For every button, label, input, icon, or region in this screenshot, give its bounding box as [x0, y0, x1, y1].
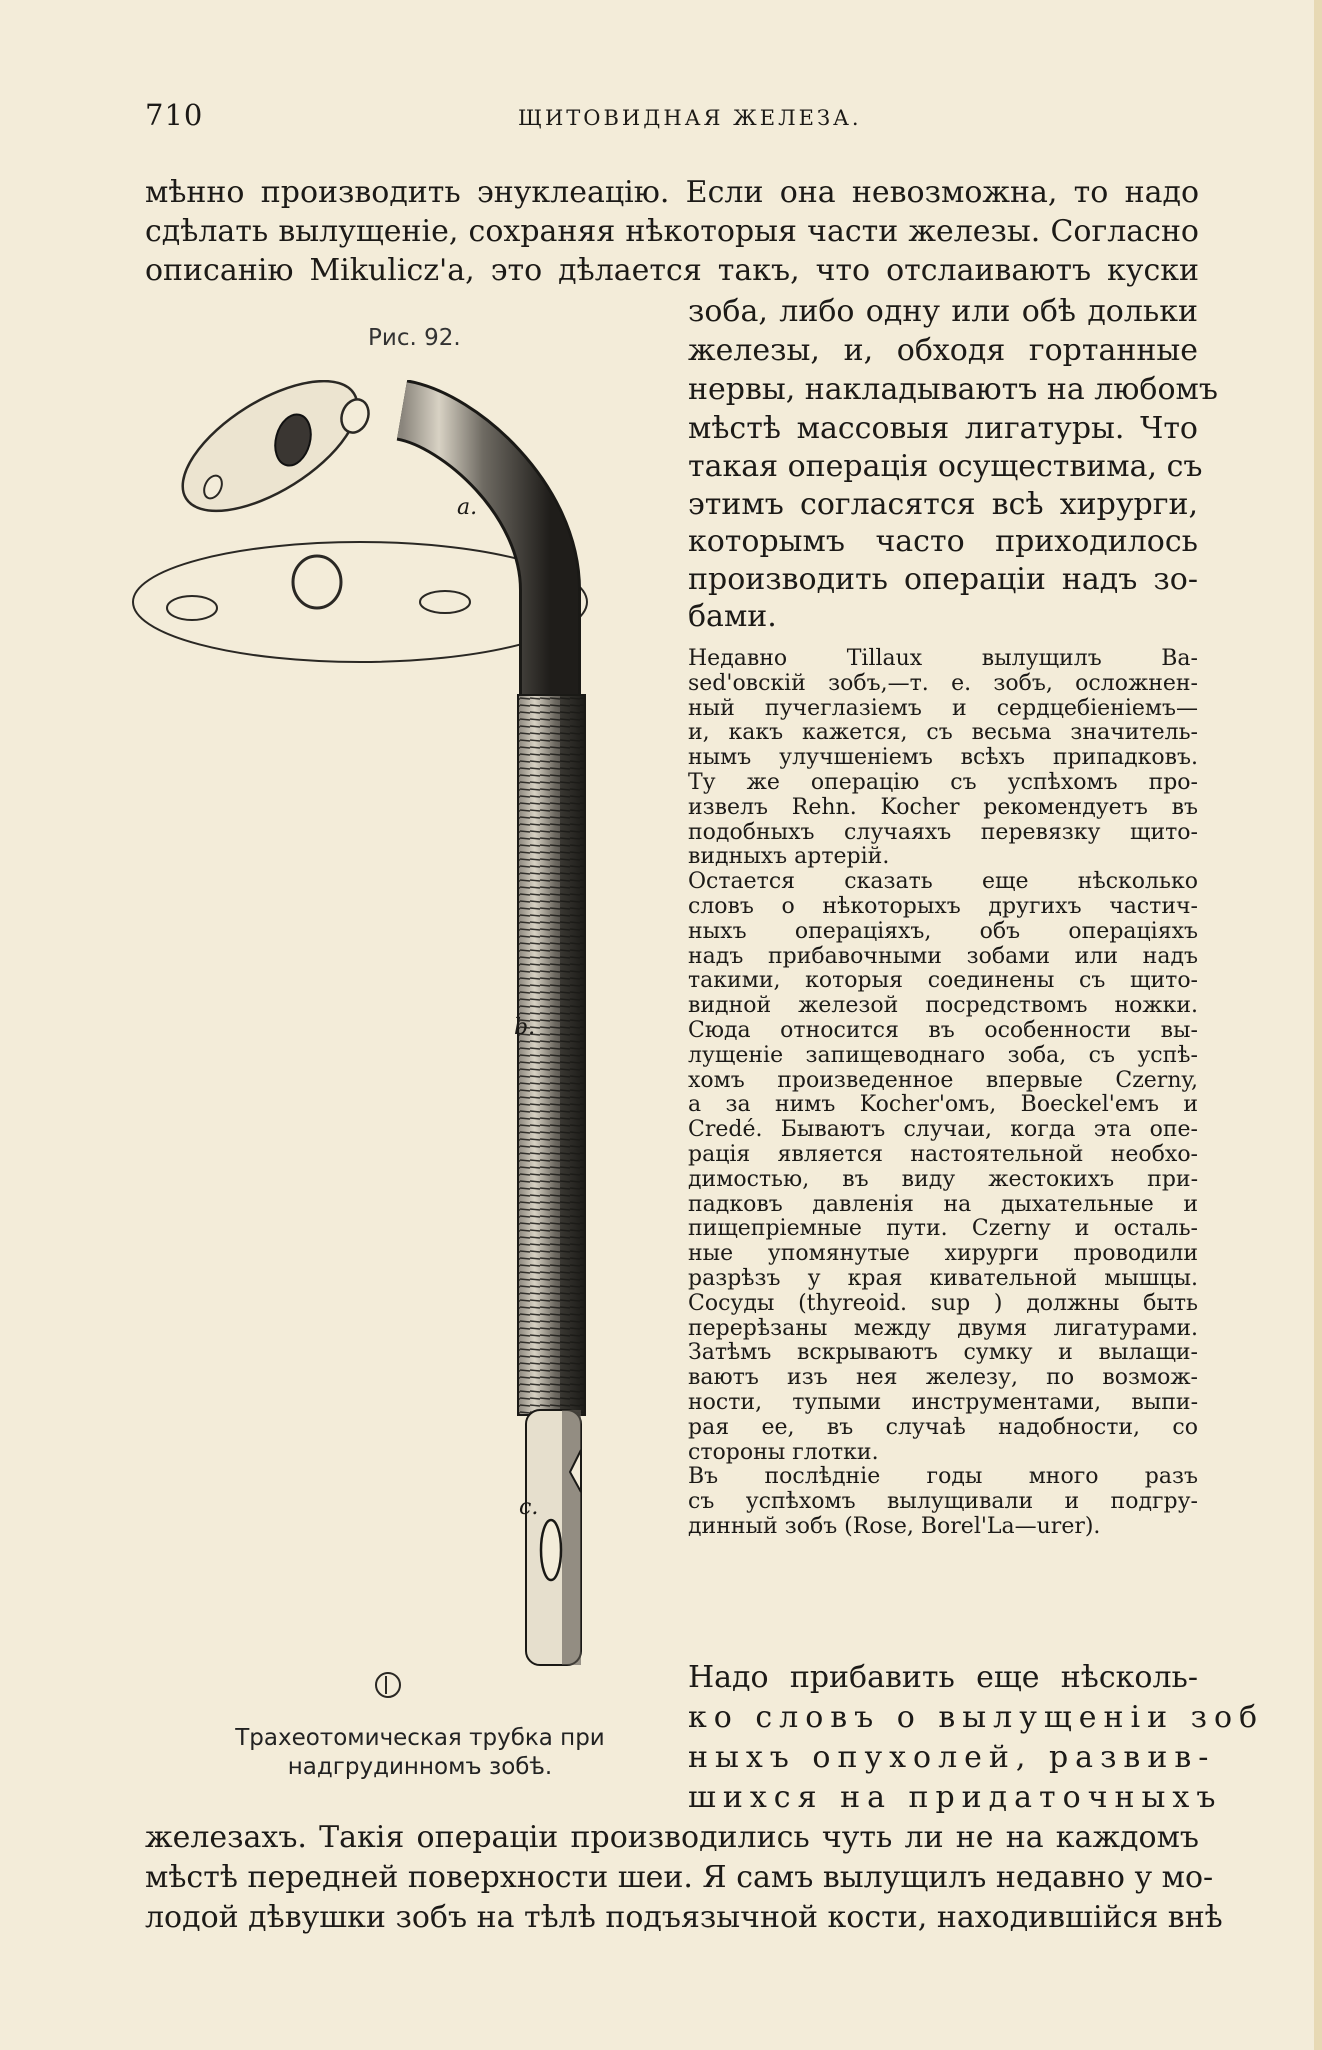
small-print-line: лущеніе запищеводнаго зоба, съ успѣ-	[688, 1042, 1198, 1068]
small-print-line: видной железой посредствомъ ножки.	[688, 993, 1198, 1019]
small-print-line: ныхъ операціяхъ, объ операціяхъ	[688, 918, 1198, 944]
body-line: железы, и, обходя гортанные	[688, 333, 1198, 368]
small-print-line: Затѣмъ вскрываютъ сумку и вылащи-	[688, 1340, 1198, 1366]
small-print-line: хомъ произведенное впервые Czerny,	[688, 1067, 1198, 1093]
small-print-line: а за нимъ Kocher'омъ, Boeckel'емъ и	[688, 1092, 1198, 1118]
body-line: нервы, накладываютъ на любомъ	[688, 372, 1218, 407]
body-line: которымъ часто приходилось	[688, 524, 1198, 559]
small-print-line: ности, тупыми инструментами, выпи-	[688, 1390, 1198, 1415]
small-print-line: падковъ давленія на дыхательные и	[688, 1191, 1198, 1217]
body-line: сдѣлать вылущеніе, сохраняя нѣкоторыя части железы. Согласно	[145, 214, 1199, 249]
page-number: 710	[145, 98, 204, 132]
body-line: бами.	[688, 599, 777, 634]
small-print-line: и, какъ кажется, съ весьма значитель-	[688, 720, 1198, 746]
body-line: производить операціи надъ зо-	[688, 562, 1198, 597]
small-print-line: рая ее, въ случаѣ надобности, со	[688, 1414, 1198, 1440]
body-line: ныхъ опухолей, развив-	[688, 1740, 1216, 1775]
small-print-line: Сюда относится въ особенности вы-	[688, 1018, 1198, 1043]
small-print-line: Остается сказать еще нѣсколько	[688, 869, 1198, 895]
figure-caption-line2: надгрудинномъ зобѣ.	[287, 1754, 553, 1780]
body-line: мѣнно производить энуклеацію. Если она невозможна, то надо	[145, 175, 1199, 210]
figure-letter-c: c.	[519, 1495, 539, 1520]
small-print-line: стороны глотки.	[688, 1439, 879, 1465]
page-edge	[1314, 0, 1322, 2050]
tilted-shield-plate	[162, 380, 378, 537]
body-line: описанію Mikulicz'а, это дѣлается такъ, что отслаиваютъ куски	[145, 253, 1199, 288]
figure-letter-b: b.	[514, 1015, 536, 1040]
small-print-line: ный пучеглазіемъ и сердцебіеніемъ—	[688, 695, 1198, 721]
small-print-line: динный зобъ (Rose, Borel'La—urer).	[688, 1514, 1101, 1539]
small-print-line: такими, которыя соединены съ щито-	[688, 968, 1198, 994]
small-print-line: пищепріемные пути. Czerny и осталь-	[688, 1216, 1198, 1242]
small-print-line: подобныхъ случаяхъ перевязку щито-	[688, 819, 1198, 845]
small-print-line: димостью, въ виду жестокихъ при-	[688, 1166, 1198, 1192]
body-line: зоба, либо одну или обѣ дольки	[688, 294, 1198, 329]
small-print-line: нымъ улучшеніемъ всѣхъ припадковъ.	[688, 745, 1198, 771]
small-print-line: перерѣзаны между двумя лигатурами.	[688, 1315, 1198, 1341]
small-print-line: видныхъ артерій.	[688, 844, 890, 870]
small-print-line: съ успѣхомъ вылущивали и подгру-	[688, 1489, 1198, 1515]
body-line: этимъ согласятся всѣ хирурги,	[688, 487, 1198, 522]
tracheotomy-tube-illustration	[130, 380, 670, 1700]
small-print-line: Сосуды (thyreoid. sup ) должны быть	[688, 1290, 1198, 1316]
small-print-line: извелъ Rehn. Kocher рекомендуетъ въ	[688, 794, 1198, 820]
body-line: мѣстѣ передней поверхности шеи. Я самъ вылущилъ недавно у мо-	[145, 1860, 1214, 1895]
small-print-line: Credé. Бываютъ случаи, когда эта опе-	[688, 1117, 1198, 1143]
body-line: ко словъ о вылущеніи зоб	[688, 1700, 1265, 1735]
body-line: такая операція осуществима, съ	[688, 449, 1203, 484]
small-print-line: ваютъ изъ нея железу, по возмож-	[688, 1365, 1198, 1391]
small-print-line: разрѣзъ у края кивательной мышцы.	[688, 1266, 1198, 1291]
body-line: шихся на придаточныхъ	[688, 1780, 1223, 1815]
small-print-line: Ту же операцію съ успѣхомъ про-	[688, 770, 1198, 795]
figure-label: Рис. 92.	[368, 325, 461, 351]
small-print-line: Недавно Tillaux вылущилъ Ba-	[688, 646, 1198, 671]
figure-caption-line1: Трахеотомическая трубка при	[235, 1725, 605, 1751]
figure-letter-a: a.	[457, 495, 478, 520]
small-print-line: Въ послѣдніе годы много разъ	[688, 1464, 1198, 1490]
small-print-line: sed'овскій зобъ,—т. е. зобъ, осложнен-	[688, 670, 1198, 696]
body-line: лодой дѣвушки зобъ на тѣлѣ подъязычной кости, находившійся внѣ	[145, 1900, 1223, 1935]
small-print-line: рація является настоятельной необхо-	[688, 1142, 1198, 1167]
small-print-line: надъ прибавочными зобами или надъ	[688, 943, 1198, 969]
body-line: Надо прибавить еще нѣсколь-	[688, 1660, 1198, 1695]
small-print-line: словъ о нѣкоторыхъ другихъ частич-	[688, 894, 1198, 919]
running-title: ЩИТОВИДНАЯ ЖЕЛЕЗА.	[518, 106, 862, 130]
body-line: железахъ. Такія операціи производились чуть ли не на каждомъ	[145, 1820, 1199, 1855]
small-print-line: ные упомянутые хирурги проводили	[688, 1241, 1198, 1267]
body-line: мѣстѣ массовыя лигатуры. Что	[688, 411, 1198, 446]
